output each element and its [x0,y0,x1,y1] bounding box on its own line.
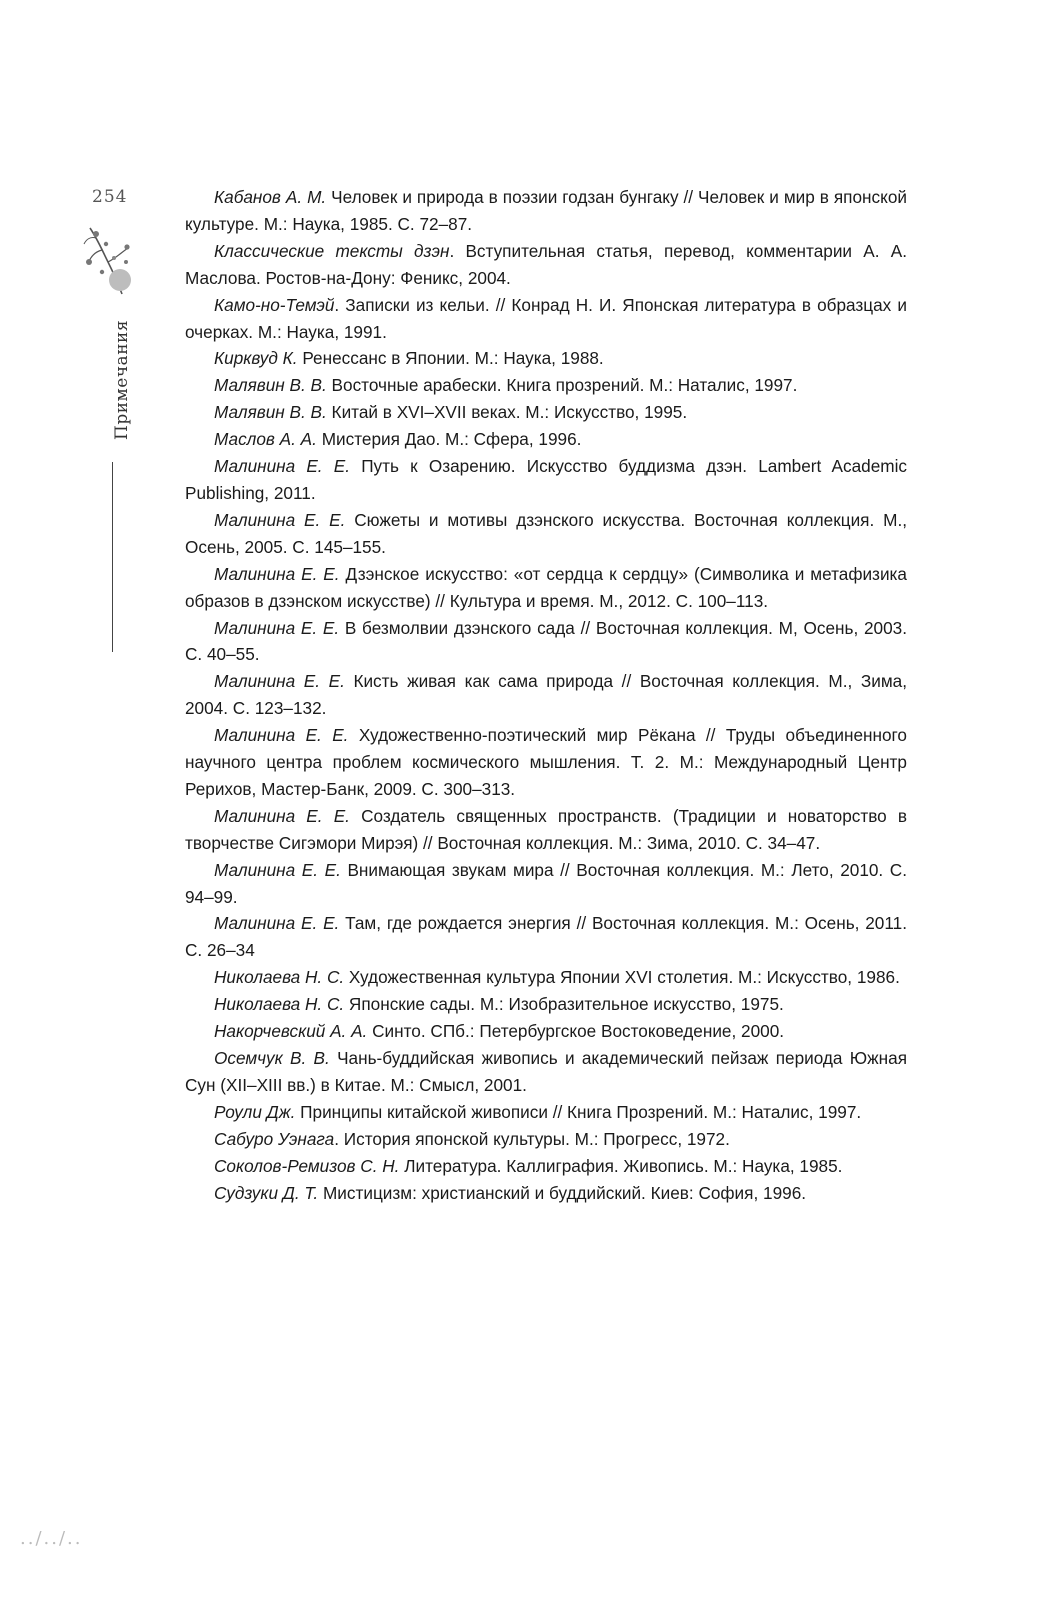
entry-text: Человек и природа в поэзии годзан бунгаку // Человек и мир в японской культуре. М.: Наука, 1985. С. 72–87. [185,187,907,234]
bibliography-entry [185,507,907,561]
bibliography-entry [185,453,907,507]
entry-text: Китай в XVI–XVII веках. М.: Искусство, 1995. [326,402,688,423]
entry-author: Малинина Е. Е. [214,509,346,530]
entry-author: Малинина Е. Е. [214,671,345,692]
entry-author: Классические тексты дзэн [214,240,450,261]
bibliography-entry [185,991,907,1018]
bibliography-entry [185,426,907,453]
bibliography-entry [185,857,907,911]
bibliography-entry [185,1099,907,1126]
entry-author: Малявин В. В. [214,402,327,423]
entry-text: Сюжеты и мотивы дзэнского искусства. Восточная коллекция. М., Осень, 2005. С. 145–155. [185,509,907,557]
entry-author: Роули Дж. [214,1101,296,1122]
entry-text: Мистерия Дао. М.: Сфера, 1996. [316,429,582,450]
bibliography-entry [185,615,907,669]
bibliography-entry [185,668,907,722]
entry-text: Чань-буддийская живопись и академический пейзаж периода Южная Сун (XII–XIII вв.) в Китае. М.: Смысл, 2001. [185,1048,908,1095]
entry-text: Восточные арабески. Книга прозрений. М.: Наталис, 1997. [326,375,798,396]
bibliography-entry [185,561,907,615]
entry-text: Там, где рождается энергия // Восточная коллекция. М.: Осень, 2011. С. 26–34 [185,913,907,961]
bibliography-entry [185,1180,907,1207]
entry-text: Создатель священных пространств. (Традиции и новаторство в творчестве Сигэмори Мирэя) // Восточная коллекция. М.: Зима, 2010. С. 34–47. [185,805,907,853]
entry-author: Малявин В. В. [214,375,327,396]
entry-text: . Записки из кельи. // Конрад Н. И. Японская литература в образцах и очерках. М.: Наука, 1991. [185,294,907,342]
entry-author: Николаева Н. С. [214,967,345,988]
bibliography-entry [185,1018,907,1045]
entry-text: Кисть живая как сама природа // Восточная коллекция. М., Зима, 2004. С. 123–132. [185,671,907,719]
entry-author: Кирквуд К. [214,348,298,369]
entry-author: Соколов-Ремизов С. Н. [214,1155,400,1176]
bibliography-entry [185,910,907,964]
plum-branch-ornament-icon [82,222,142,302]
entry-author: Кабанов А. М. [214,187,327,207]
entry-text: . Вступительная статья, перевод, комментарии А. А. Маслова. Ростов-на-Дону: Феникс, 2004. [185,240,907,288]
entry-author: Сабуро Уэнага [214,1128,335,1149]
entry-text: Дзэнское искусство: «от сердца к сердцу» (Символика и метафизика образов в дзэнском искусстве) // Культура и время. М., 2012. С. 100–113. [185,563,907,611]
entry-text: Принципы китайской живописи // Книга Прозрений. М.: Наталис, 1997. [295,1101,862,1122]
bibliography-entry [185,1126,907,1153]
entry-author: Николаева Н. С. [214,994,345,1015]
entry-text: В безмолвии дзэнского сада // Восточная коллекция. М, Осень, 2003. С. 40–55. [185,617,907,665]
entry-text: Художественно-поэтический мир Рёкана // Труды объединенного научного центра проблем космического мышления. Т. 2. М.: Международный Центр Рерихов, Мастер-Банк, 2009. С. 300–313. [185,725,907,799]
bibliography-entry [185,372,907,399]
bibliography-entry [185,964,907,991]
entry-text: Литература. Каллиграфия. Живопись. М.: Наука, 1985. [399,1155,843,1176]
entry-author: Малинина Е. Е. [214,859,341,880]
bibliography-entry [185,722,907,803]
entry-text: Синто. СПб.: Петербургское Востоковедение, 2000. [367,1021,785,1042]
bibliography-entry [185,1153,907,1180]
bibliography-entry [185,184,907,238]
bibliography-list [185,184,907,1206]
entry-text: . История японской культуры. М.: Прогресс, 1972. [334,1128,730,1149]
entry-text: Ренессанс в Японии. М.: Наука, 1988. [297,348,604,369]
footer-mark: ../../.. [20,1528,83,1549]
entry-text: Японские сады. М.: Изобразительное искусство, 1975. [344,994,784,1015]
entry-author: Малинина Е. Е. [214,563,340,584]
bibliography-entry [185,399,907,426]
running-head: Примечания [112,319,132,440]
bibliography-entry [185,803,907,857]
entry-author: Малинина Е. Е. [214,805,350,826]
entry-text: Художественная культура Японии XVI столетия. М.: Искусство, 1986. [344,967,900,988]
side-rule [112,462,113,652]
entry-text: Внимающая звукам мира // Восточная коллекция. М.: Лето, 2010. С. 94–99. [185,859,907,907]
bibliography-entry [185,345,907,372]
page-number: 254 [92,187,128,207]
entry-author: Маслов А. А. [214,429,317,450]
entry-author: Судзуки Д. Т. [214,1182,319,1203]
entry-author: Малинина Е. Е. [214,725,349,746]
entry-text: Путь к Озарению. Искусство буддизма дзэн. Lambert Academic Publishing, 2011. [185,456,907,503]
entry-author: Малинина Е. Е. [214,617,340,638]
bibliography-entry [185,292,907,346]
entry-text: Мистицизм: христианский и буддийский. Киев: София, 1996. [318,1182,807,1203]
entry-author: Осемчук В. В. [214,1048,330,1068]
entry-author: Накорчевский А. А. [214,1021,368,1042]
entry-author: Камо-но-Темэй [214,294,335,315]
entry-author: Малинина Е. Е. [214,456,351,477]
bibliography-entry [185,238,907,292]
entry-author: Малинина Е. Е. [214,913,340,934]
bibliography-entry [185,1045,907,1099]
